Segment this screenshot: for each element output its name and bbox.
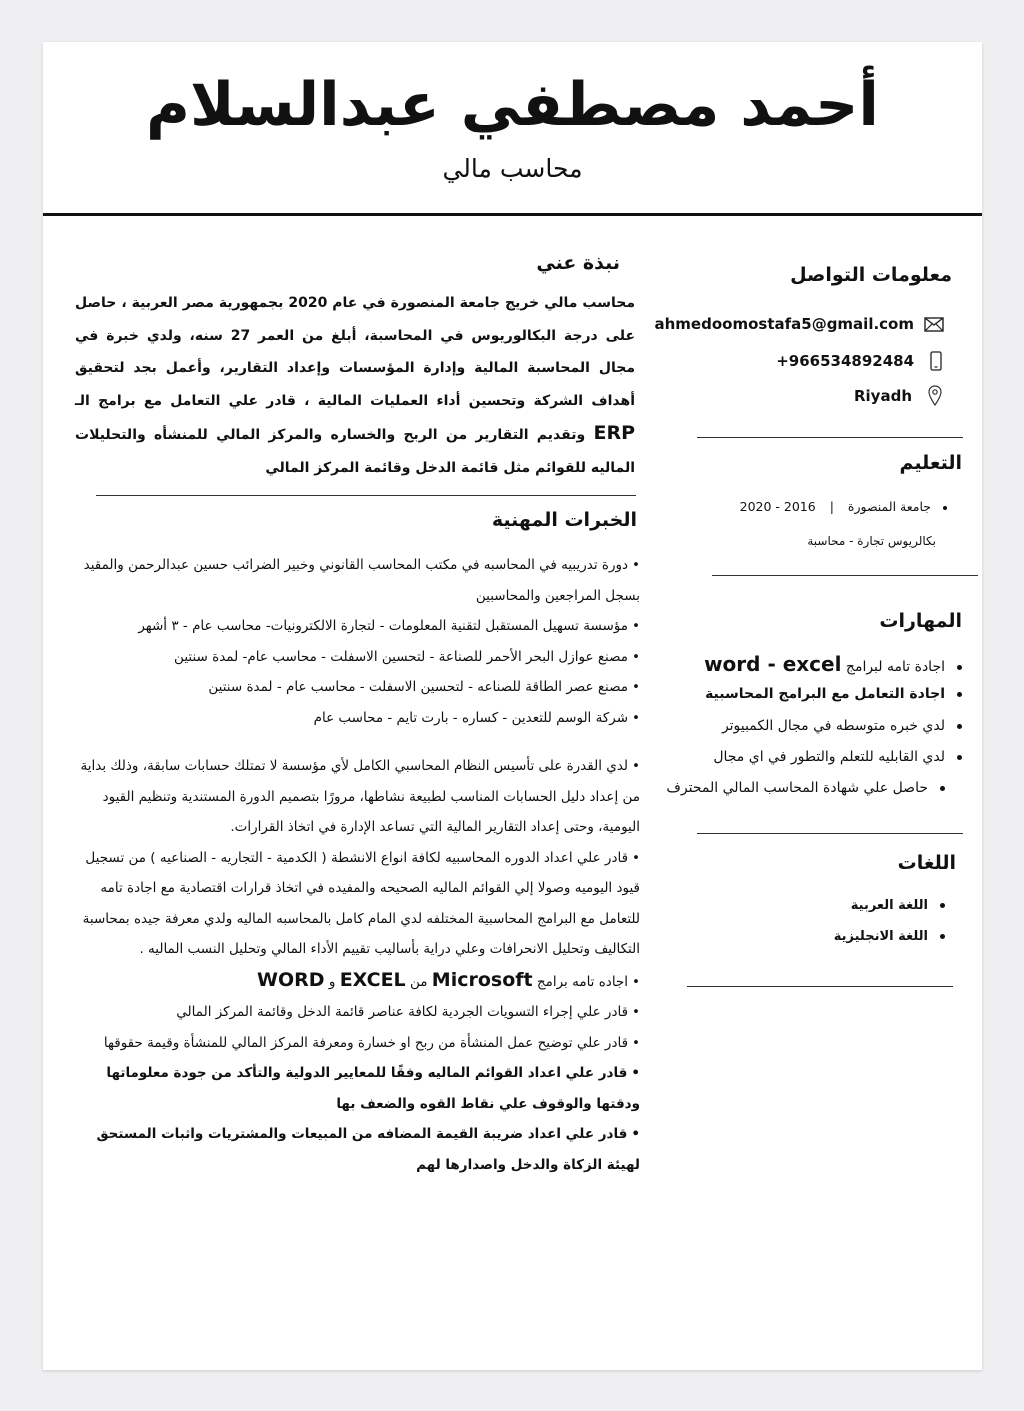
envelope-icon bbox=[924, 317, 944, 332]
ability-item: •قادر علي اعداد ضريبة القيمة المضافه من المبيعات والمشتريات واثبات المستحق لهيئة الزكاة والدخل واصدارها لهم bbox=[96, 1126, 640, 1173]
job-title: محاسب مالي bbox=[442, 154, 583, 183]
spacer bbox=[75, 733, 640, 751]
bullet bbox=[957, 692, 962, 697]
ability-item: •لدي القدرة على تأسيس النظام المحاسبي الكامل لأي مؤسسة لا تمتلك حسابات سابقة، وذلك بداية من إعداد دليل الحسابات المناسب لطبيعة نشاطها، مرورًا بتصميم الدورة المستندية وتنظيم القيود اليومية، وحتى إعداد التقارير المالية التي تساعد الإدارة في اتخاذ القرارات. bbox=[80, 758, 640, 835]
about-divider bbox=[96, 495, 636, 496]
location-pin-icon bbox=[928, 385, 942, 406]
skills-divider bbox=[697, 833, 963, 834]
phone-icon bbox=[930, 351, 942, 371]
contact-phone-row bbox=[776, 351, 942, 371]
skill-item: حاصل علي شهادة المحاسب المالي المحترف bbox=[666, 780, 945, 796]
experience-list bbox=[75, 550, 640, 1180]
header-divider bbox=[43, 213, 982, 216]
ability-item: •قادر علي إجراء التسويات الجردية لكافة عناصر قائمة الدخل وقائمة المركز المالي bbox=[176, 1004, 640, 1020]
education-separator: | bbox=[829, 499, 834, 514]
university-name: جامعة المنصورة bbox=[847, 499, 932, 514]
bullet bbox=[940, 934, 945, 939]
excel-keyword: EXCEL bbox=[339, 968, 406, 991]
education-bullet bbox=[943, 506, 947, 510]
skill-item: لدي القابليه للتعلم والتطور في اي مجال bbox=[713, 749, 962, 765]
resume-page bbox=[43, 42, 982, 1370]
education-entry bbox=[740, 499, 947, 514]
bullet bbox=[940, 903, 945, 908]
ability-item: •قادر علي اعداد القوائم الماليه وفقًا للمعايير الدولية والتأكد من جودة معلوماتها ودقتها والوقوف علي نقاط القوه والضعف بها bbox=[106, 1065, 640, 1112]
job-item: •شركة الوسم للتعدين - كساره - بارت تايم - محاسب عام bbox=[313, 709, 640, 726]
contact-location-row bbox=[854, 385, 942, 406]
contact-email-row bbox=[655, 315, 945, 333]
skill-programs: word - excel bbox=[704, 652, 842, 676]
bullet bbox=[957, 665, 962, 670]
skill-item: اجادة التعامل مع البرامج المحاسبية bbox=[705, 686, 962, 702]
language-item: اللغة الانجليزية bbox=[834, 929, 945, 944]
about-title: نبذة عني bbox=[536, 252, 620, 274]
languages-divider bbox=[687, 986, 953, 987]
word-keyword: WORD bbox=[257, 968, 325, 991]
education-title: التعليم bbox=[899, 452, 962, 474]
erp-keyword: ERP bbox=[593, 422, 636, 444]
contact-divider bbox=[697, 437, 963, 438]
education-divider bbox=[712, 575, 978, 576]
about-text: محاسب مالي خريج جامعة المنصورة في عام 2020 بجمهورية مصر العربية ، حاصل على درجة البكالوريوس في المحاسبة، أبلغ من العمر 27 سنه، ولدي خبرة في مجال المحاسبة المالية وإدارة المؤسسات وإعداد التقارير، وأعمل بجد لتحقيق أهداف الشركة وتحسين أداء العمليات المالية ، قادر علي التعامل مع برامج الـ ERP وتقديم التقارير من الربح والخساره والمركز المالي للمنشأه والتحليلات الماليه للقوائم مثل قائمة الدخل وقائمة المركز المالي bbox=[75, 295, 636, 476]
phone-value[interactable]: +966534892484 bbox=[776, 352, 914, 370]
language-item: اللغة العربية bbox=[851, 898, 945, 913]
job-item: •دورة تدريبيه في المحاسبه في مكتب المحاسب القانوني وخبير الضرائب حسين عبدالرحمن والمقيد بسجل المراجعين والمحاسبين bbox=[83, 557, 640, 604]
ability-item: •قادر علي اعداد الدوره المحاسبيه لكافة انواع الانشطة ( الكدمية - التجاريه - الصناعيه ) من تسجيل قيود اليوميه وصولا إلي القوائم الماليه الصحيحه والمفيده في اتخاذ قرارات اقتصادية مع اجادة تامه للتعامل مع البرامج المحاسبية المختلفه لدي المام كامل بالمحاسبه الماليه ولدي معرفة جيده بمحاسبة التكاليف وتحليل الانحرافات وعلي دراية بأساليب تقييم الأداء المالي وتحليل النسب الماليه . bbox=[82, 849, 640, 957]
ability-item: •اجاده تامه برامج Microsoft من EXCEL و WORD bbox=[257, 968, 640, 991]
bullet bbox=[940, 786, 945, 791]
education-years: 2016 - 2020 bbox=[739, 499, 816, 514]
bullet bbox=[957, 755, 962, 760]
candidate-name: أحمد مصطفي عبدالسلام bbox=[146, 70, 879, 140]
contact-title: معلومات التواصل bbox=[790, 264, 952, 286]
experience-title: الخبرات المهنية bbox=[491, 509, 637, 531]
email-value[interactable]: ahmedoomostafa5@gmail.com bbox=[654, 315, 914, 333]
location-value: Riyadh bbox=[853, 386, 912, 405]
skill-item: اجادة تامه لبرامج word - excel bbox=[704, 652, 962, 676]
bullet bbox=[957, 724, 962, 729]
job-item: •مصنع عصر الطاقة للصناعه - لتحسين الاسفلت - محاسب عام - لمدة سنتين bbox=[208, 679, 640, 695]
education-degree: بكالريوس تجارة - محاسبة bbox=[807, 534, 936, 548]
job-item: •مؤسسة تسهيل المستقبل لتقنية المعلومات - لتجارة الالكترونيات- محاسب عام - ٣ أشهر bbox=[138, 618, 640, 634]
microsoft-keyword: Microsoft bbox=[431, 968, 533, 991]
skill-item: لدي خبره متوسطه في مجال الكمبيوتر bbox=[722, 718, 962, 734]
languages-title: اللغات bbox=[897, 852, 956, 874]
skills-title: المهارات bbox=[879, 610, 962, 632]
ability-item: •قادر علي توضيح عمل المنشأة من ربح او خسارة ومعرفة المركز المالي للمنشأة وقيمة حقوقها bbox=[103, 1034, 640, 1051]
job-item: •مصنع عوازل البحر الأحمر للصناعة - لتحسين الاسفلت - محاسب عام- لمدة سنتين bbox=[174, 648, 640, 665]
